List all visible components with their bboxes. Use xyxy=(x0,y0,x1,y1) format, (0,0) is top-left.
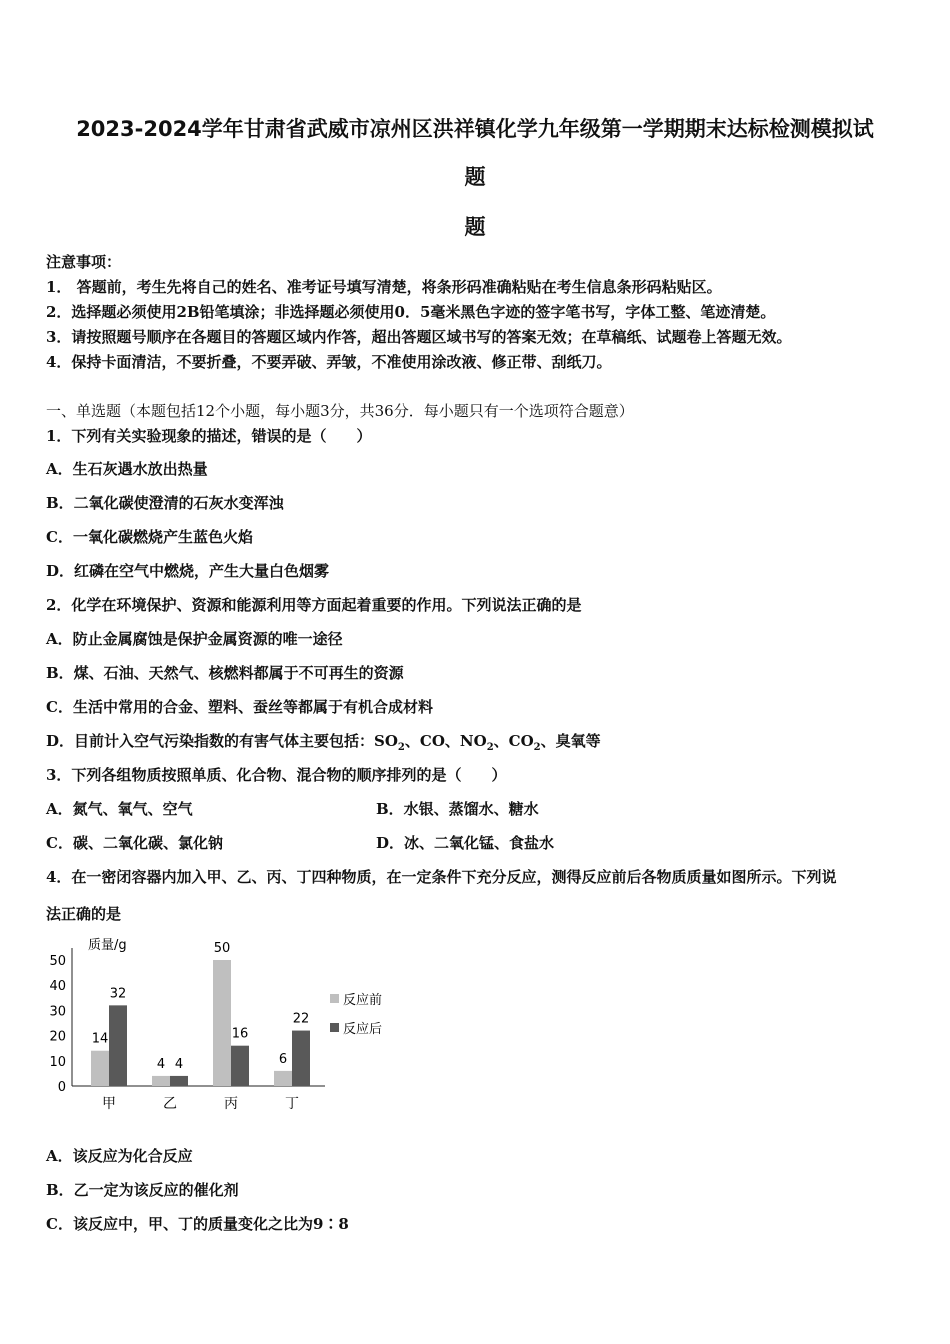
y-tick-label: 20 xyxy=(49,1029,66,1045)
bar-value-label: 16 xyxy=(231,1026,249,1042)
x-tick-label: 丁 xyxy=(285,1096,299,1112)
option-d-text: 、CO、NO xyxy=(404,732,487,750)
legend xyxy=(330,992,382,1037)
bar-value-label: 6 xyxy=(278,1051,288,1067)
bar-after xyxy=(231,1046,249,1086)
question-2-option: A．防止金属腐蚀是保护金属资源的唯一途径 xyxy=(46,630,343,648)
question-4-option: B．乙一定为该反应的催化剂 xyxy=(46,1181,239,1199)
option-d-text: D．目前计入空气污染指数的有害气体主要包括：SO xyxy=(46,732,398,750)
question-2-option: C．生活中常用的合金、塑料、蚕丝等都属于有机合成材料 xyxy=(46,698,433,716)
notice-item: 2．选择题必须使用2B铅笔填涂；非选择题必须使用0．5毫米黑色字迹的签字笔书写，字体工整、笔迹清楚。 xyxy=(46,303,776,321)
notice-item: 3．请按照题号顺序在各题目的答题区域内作答，超出答题区域书写的答案无效；在草稿纸、试题卷上答题无效。 xyxy=(46,328,792,346)
section-heading: 一、单选题（本题包括12个小题，每小题3分，共36分．每小题只有一个选项符合题意） xyxy=(46,402,634,420)
x-tick-label: 乙 xyxy=(163,1096,177,1112)
legend-swatch xyxy=(330,1023,339,1032)
bar-before xyxy=(152,1076,170,1086)
question-3-option-d: D．冰、二氧化锰、食盐水 xyxy=(376,834,555,852)
question-3-option-b: B．水银、蒸馏水、糖水 xyxy=(376,800,539,818)
bar-after xyxy=(292,1031,310,1086)
question-4-stem: 4．在一密闭容器内加入甲、乙、丙、丁四种物质，在一定条件下充分反应，测得反应前后各物质质量如图所示。下列说 xyxy=(46,868,837,886)
y-tick-label: 10 xyxy=(49,1054,66,1070)
x-tick-label: 丙 xyxy=(224,1096,238,1112)
y-tick-label: 0 xyxy=(57,1080,66,1095)
notice-item: 1． 答题前，考生先将自己的姓名、准考证号填写清楚，将条形码准确粘贴在考生信息条形码粘贴区。 xyxy=(46,278,722,296)
y-tick-label: 40 xyxy=(49,979,66,995)
bar-after xyxy=(109,1005,127,1086)
legend-label: 反应后 xyxy=(343,1022,383,1037)
bar-value-label: 50 xyxy=(213,941,231,956)
bars xyxy=(91,960,310,1086)
question-3-option-a: A．氮气、氧气、空气 xyxy=(46,800,193,818)
y-tick-label: 30 xyxy=(49,1004,66,1020)
question-1-option: B．二氧化碳使澄清的石灰水变浑浊 xyxy=(46,494,284,512)
subscript: 2 xyxy=(486,742,494,753)
notice-item: 4．保持卡面清洁，不要折叠，不要弄破、弄皱，不准使用涂改液、修正带、刮纸刀。 xyxy=(46,353,612,371)
question-2-option: B．煤、石油、天然气、核燃料都属于不可再生的资源 xyxy=(46,664,404,682)
question-1-option: C．一氧化碳燃烧产生蓝色火焰 xyxy=(46,528,253,546)
bar-before xyxy=(213,960,231,1086)
bar-before xyxy=(274,1071,292,1086)
option-d-text: 、CO xyxy=(493,732,534,750)
notice-heading: 注意事项： xyxy=(46,253,122,271)
page-title: 2023-2024学年甘肃省武威市凉州区洪祥镇化学九年级第一学期期末达标检测模拟试 xyxy=(76,117,874,141)
page-title-continued: 题 xyxy=(464,165,486,189)
bar-value-label: 14 xyxy=(91,1031,109,1047)
y-ticks xyxy=(49,954,66,1095)
x-tick-label: 甲 xyxy=(102,1096,116,1112)
legend-label: 反应前 xyxy=(343,993,383,1008)
subscript: 2 xyxy=(397,742,405,753)
option-d-text: 、臭氧等 xyxy=(540,732,601,750)
category-labels xyxy=(102,1096,299,1112)
bar-value-label: 4 xyxy=(156,1056,166,1072)
page-title-continued-2: 题 xyxy=(464,215,486,239)
question-4-option: C．该反应中，甲、丁的质量变化之比为9∶8 xyxy=(46,1215,349,1233)
question-3-option-c: C．碳、二氧化碳、氯化钠 xyxy=(46,834,223,852)
bar-value-label: 32 xyxy=(109,986,127,1002)
bar-before xyxy=(91,1051,109,1086)
y-axis-label: 质量/g xyxy=(88,938,127,953)
question-4-stem-continued: 法正确的是 xyxy=(46,905,122,923)
question-3-stem: 3．下列各组物质按照单质、化合物、混合物的顺序排列的是（ ） xyxy=(46,766,507,784)
mass-bar-chart xyxy=(40,930,400,1120)
question-1-option: A．生石灰遇水放出热量 xyxy=(46,460,208,478)
subscript: 2 xyxy=(533,742,541,753)
question-2-option-d xyxy=(46,731,601,758)
bar-value-label: 22 xyxy=(292,1011,310,1027)
question-1-stem: 1．下列有关实验现象的描述，错误的是（ ） xyxy=(46,427,372,445)
y-tick-label: 50 xyxy=(49,954,66,969)
bar-value-label: 4 xyxy=(174,1056,184,1072)
bar-after xyxy=(170,1076,188,1086)
question-2-stem: 2．化学在环境保护、资源和能源利用等方面起着重要的作用。下列说法正确的是 xyxy=(46,596,582,614)
question-1-option: D．红磷在空气中燃烧，产生大量白色烟雾 xyxy=(46,562,330,580)
question-4-option: A．该反应为化合反应 xyxy=(46,1147,193,1165)
legend-swatch xyxy=(330,994,339,1003)
